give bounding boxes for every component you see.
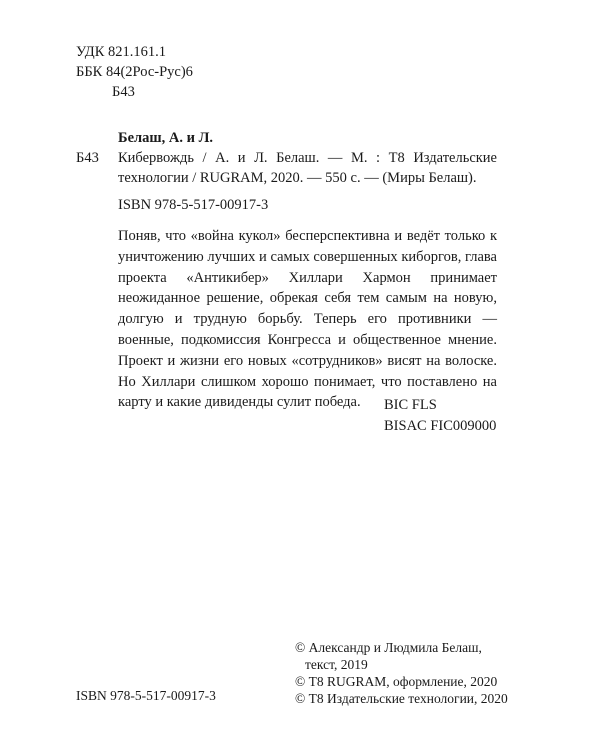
bisac-code: BISAC FIC009000 <box>384 418 497 434</box>
bic-code: BIC FLS <box>384 397 437 413</box>
udk-code: УДК 821.161.1 <box>76 44 166 60</box>
copyright-block <box>295 639 508 707</box>
author-heading: Белаш, А. и Л. <box>118 130 214 146</box>
copyright-t8: © Т8 Издательские технологии, 2020 <box>295 691 508 706</box>
copyright-authors: © Александр и Людмила Белаш, <box>295 640 482 655</box>
author-mark: Б43 <box>112 84 135 100</box>
footer-isbn: ISBN 978-5-517-00917-3 <box>76 688 216 703</box>
catalog-author-mark: Б43 <box>76 150 99 166</box>
copyright-rugram: © Т8 RUGRAM, оформление, 2020 <box>295 674 498 689</box>
isbn-line: ISBN 978-5-517-00917-3 <box>118 197 269 213</box>
bibliographic-description: Кибервождь / А. и Л. Белаш. — М. : Т8 Издательские технологии / RUGRAM, 2020. — 550 с. — (Миры Белаш). <box>118 150 497 186</box>
bbk-code: ББК 84(2Рос-Рус)6 <box>76 64 193 80</box>
copyright-authors-text: текст, 2019 <box>305 657 368 672</box>
annotation-text: Поняв, что «война кукол» бесперспективна и ведёт только к уничтожению лучших и самых совершенных киборгов, глава проекта «Антикибер» Хиллари Хармон принимает неожиданное решение, обрекая себя тем самым на новую, долгую и трудную борьбу. Теперь его противники — военные, подкомиссия Конгресса и общественное мнение. Проект и жизни его новых «сотрудников» висят на волоске. Но Хиллари слишком хорошо понимает, что поставлено на карту и какие дивиденды сулит победа. <box>118 228 497 411</box>
